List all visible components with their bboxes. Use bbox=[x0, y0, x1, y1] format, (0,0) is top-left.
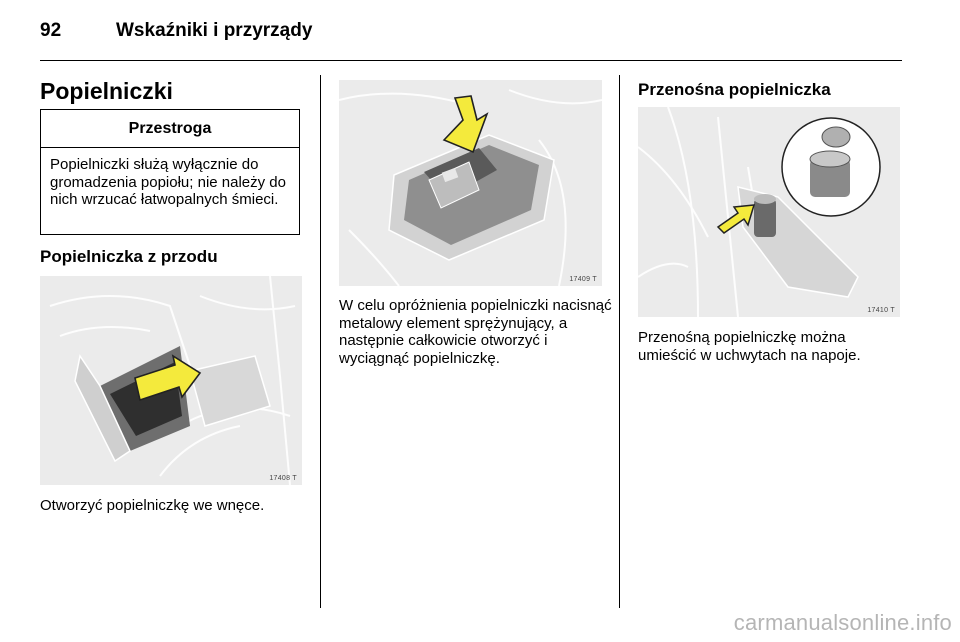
watermark: carmanualsonline.info bbox=[733, 610, 952, 635]
header-divider bbox=[40, 60, 902, 61]
figure-code: 17409 T bbox=[569, 276, 597, 283]
portable-ashtray-illustration bbox=[638, 107, 900, 317]
caution-box bbox=[40, 109, 300, 235]
portable-ashtray-text: Przenośną popielniczkę można umieścić w uchwytach na napoje. bbox=[638, 329, 861, 364]
portable-ashtray-figure bbox=[638, 107, 900, 317]
ashtray-removal-text: W celu opróżnienia popielniczki nacisnąć metalowy element sprężynujący, a następnie całkowicie otworzyć i wyciągnąć popielniczkę. bbox=[339, 297, 612, 367]
column-divider-left bbox=[320, 75, 321, 608]
front-ashtray-figure bbox=[40, 276, 302, 485]
caution-text: Popielniczki służą wyłącznie do gromadzenia popiołu; nie należy do nich wrzucać łatwopalnych śmieci. bbox=[50, 156, 286, 208]
front-ashtray-illustration bbox=[40, 276, 302, 485]
page-number: 92 bbox=[40, 20, 62, 41]
portable-ashtray-title: Przenośna popielniczka bbox=[638, 80, 831, 99]
ashtray-removal-figure bbox=[339, 80, 602, 286]
figure-code: 17408 T bbox=[269, 475, 297, 482]
chapter-title: Wskaźniki i przyrządy bbox=[116, 20, 313, 41]
front-ashtray-text: Otworzyć popielniczkę we wnęce. bbox=[40, 497, 265, 514]
section-title: Popielniczki bbox=[40, 78, 173, 104]
figure-code: 17410 T bbox=[867, 307, 895, 314]
ashtray-removal-illustration bbox=[339, 80, 602, 286]
column-divider-right bbox=[619, 75, 620, 608]
caution-heading: Przestroga bbox=[41, 110, 299, 148]
front-ashtray-title: Popielniczka z przodu bbox=[40, 247, 218, 266]
